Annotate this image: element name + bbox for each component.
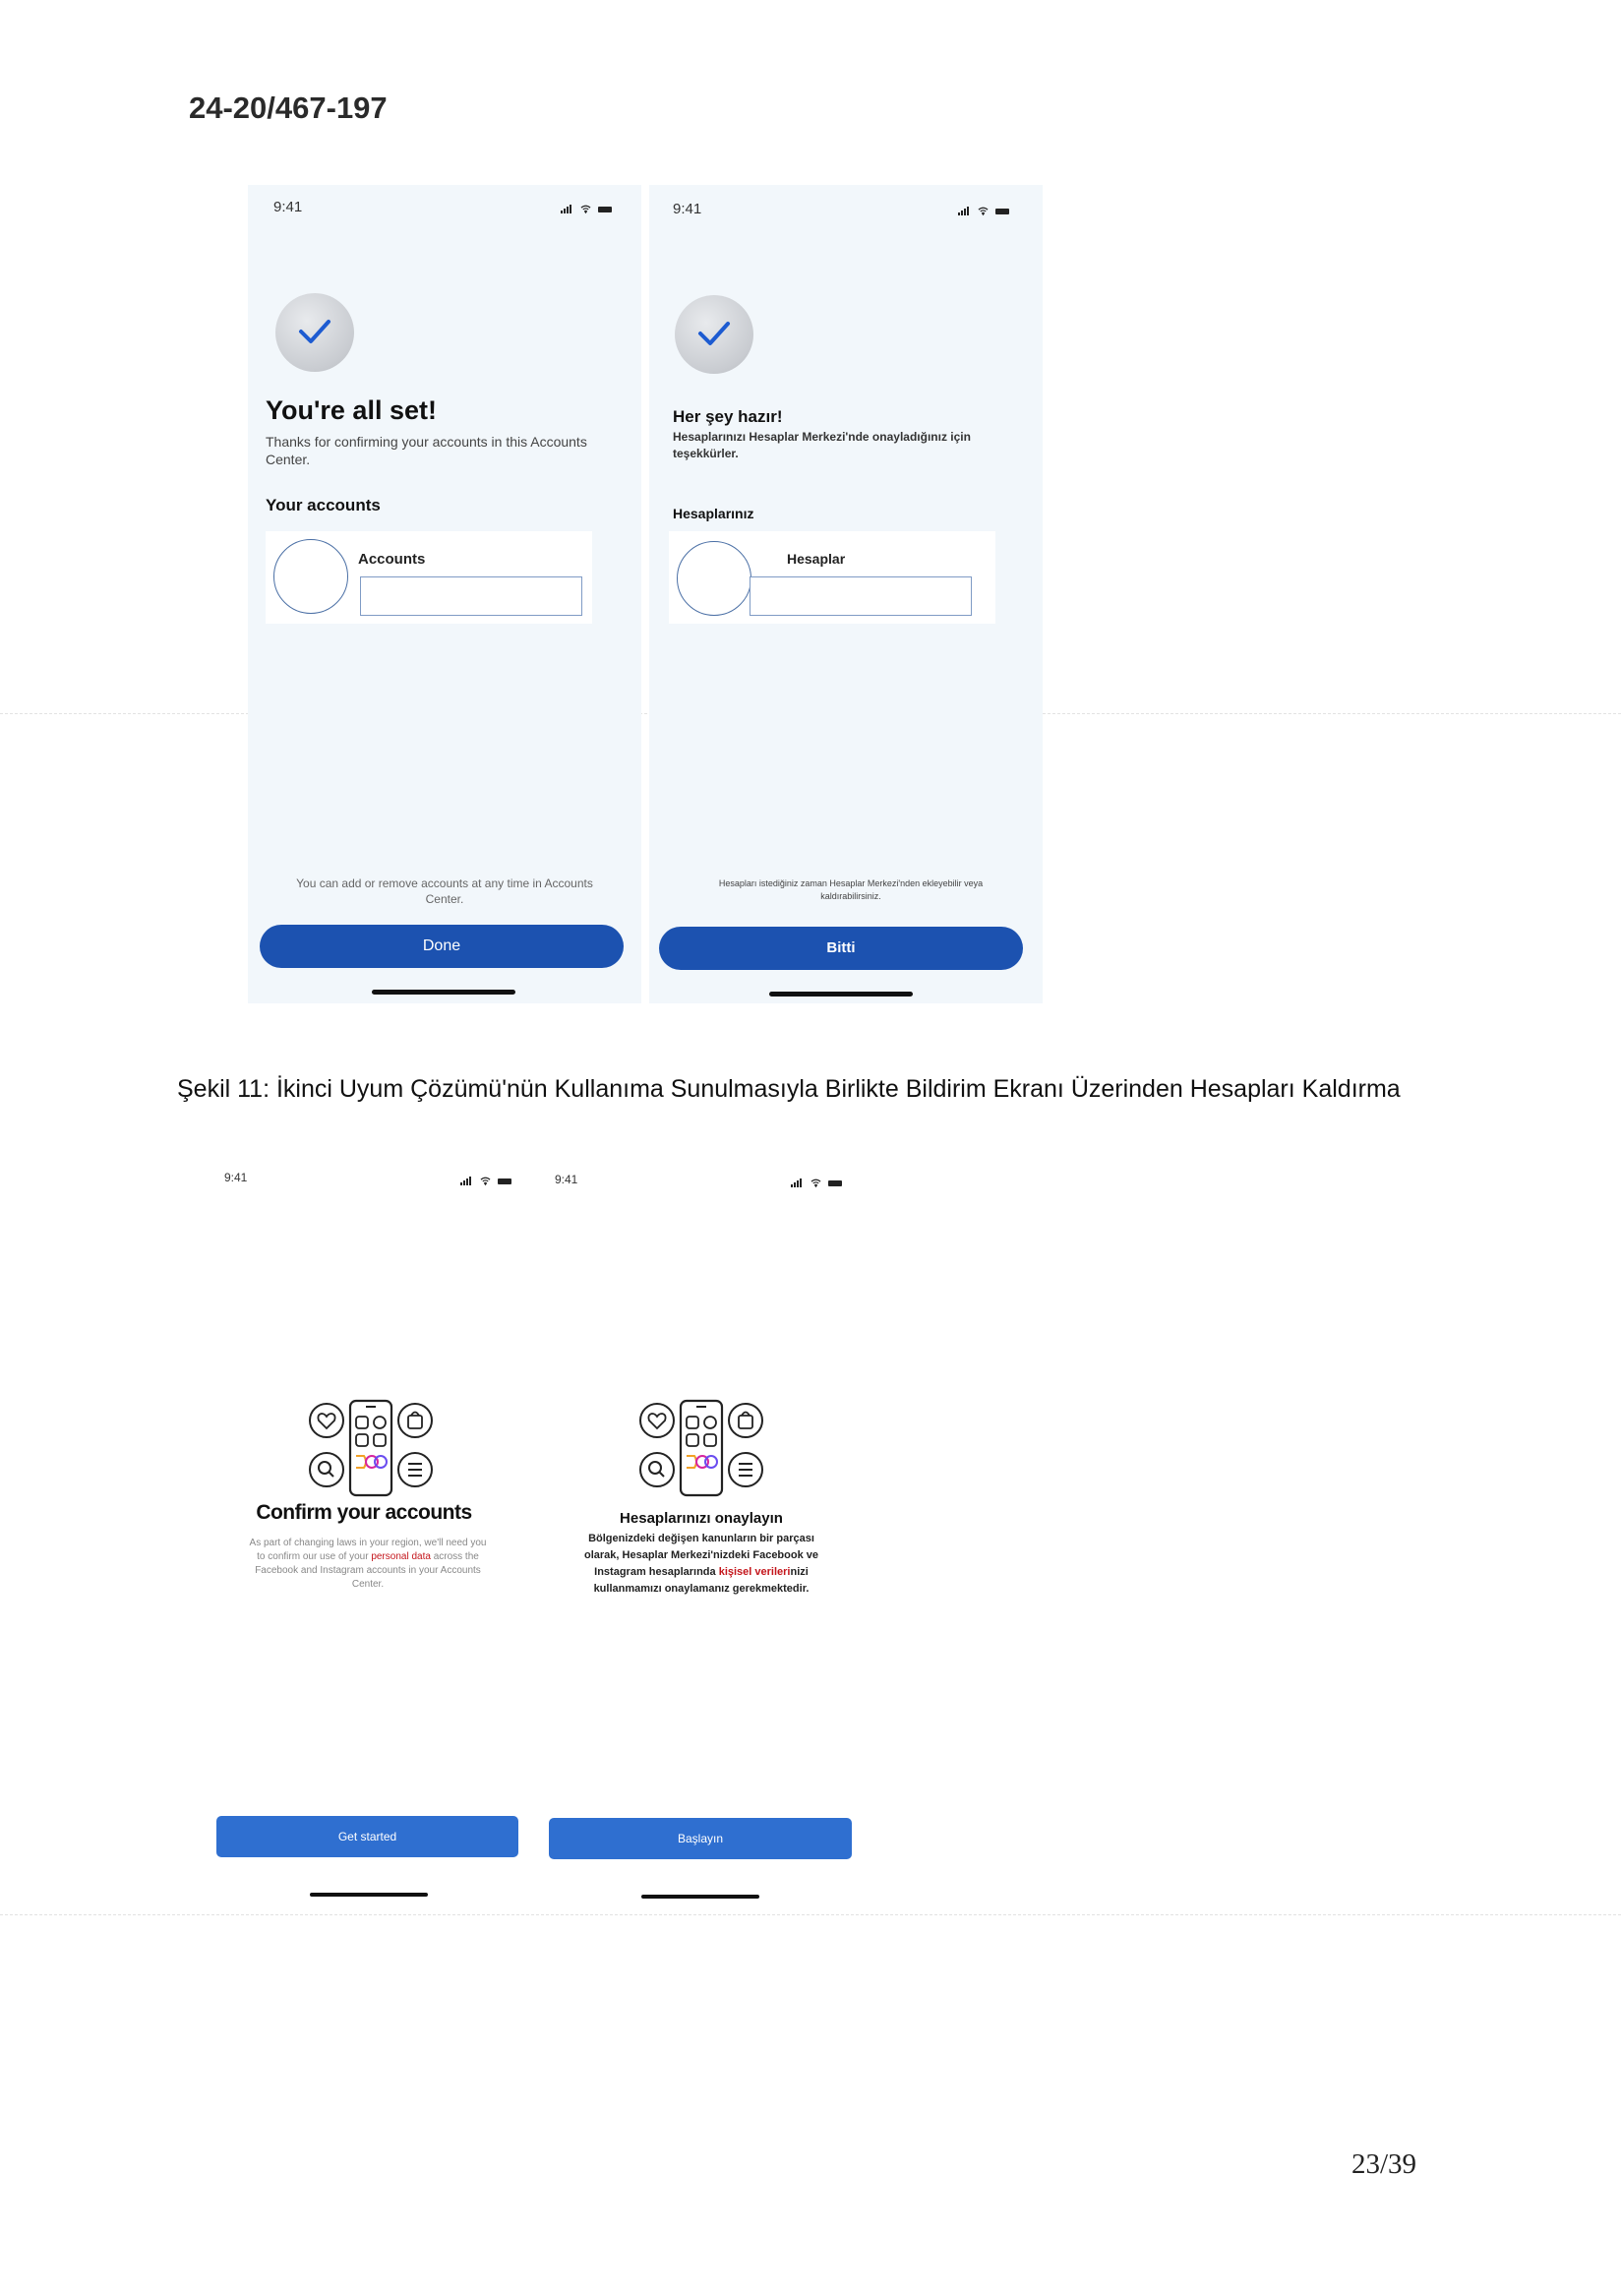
- page-description: [574, 1531, 828, 1598]
- page-title: Confirm your accounts: [256, 1501, 472, 1524]
- account-label: Accounts: [358, 551, 426, 568]
- status-time: 9:41: [273, 199, 303, 215]
- phone-screen-en-confirm: [197, 1159, 531, 1906]
- success-check-icon: [675, 295, 753, 374]
- avatar: [273, 539, 348, 614]
- description-text: nizi kullanmamızı onaylamanız gerekmektedir.: [593, 1566, 810, 1595]
- battery-icon: [498, 1178, 511, 1184]
- personal-data-link[interactable]: personal data: [371, 1551, 431, 1562]
- scan-divider: [0, 1914, 1621, 1915]
- phone-screen-en-done: [248, 185, 641, 1003]
- battery-icon: [598, 207, 612, 212]
- account-row[interactable]: [266, 531, 592, 624]
- document-ref: 24-20/467-197: [189, 91, 388, 125]
- wifi-icon: [978, 207, 989, 215]
- status-time: 9:41: [224, 1171, 248, 1184]
- footer-note: You can add or remove accounts at any time in Accounts Center.: [296, 876, 593, 906]
- home-indicator: [310, 1893, 428, 1897]
- connected-apps-icon: [637, 1399, 765, 1499]
- signal-icon: [958, 207, 970, 215]
- get-started-button[interactable]: Get started: [216, 1816, 518, 1857]
- description-text: Bölgenizdeki değişen kanunların bir parçası olarak, Hesaplar Merkezi'nizdeki Facebook ve Instagram hesaplarında: [584, 1533, 818, 1578]
- battery-icon: [995, 209, 1009, 214]
- phone-screen-tr-done: [649, 185, 1043, 1003]
- phone-screen-tr-confirm: [539, 1159, 873, 1906]
- page-title: Her şey hazır!: [673, 407, 783, 426]
- personal-data-link[interactable]: kişisel verileri: [718, 1566, 791, 1578]
- connected-apps-icon: [307, 1399, 435, 1499]
- status-icons: [958, 203, 1009, 217]
- wifi-icon: [480, 1177, 491, 1185]
- account-label: Hesaplar: [787, 551, 846, 567]
- page-description: Hesaplarınızı Hesaplar Merkezi'nde onayladığınız için teşekkürler.: [673, 430, 971, 460]
- home-indicator: [372, 990, 515, 995]
- account-name-field: [360, 576, 582, 616]
- done-button[interactable]: Done: [260, 925, 624, 968]
- figure-caption: Şekil 11: İkinci Uyum Çözümü'nün Kullanıma Sunulmasıyla Birlikte Bildirim Ekranı Üzerinden Hesapları Kaldırma: [177, 1075, 1401, 1103]
- signal-icon: [561, 205, 572, 213]
- signal-icon: [460, 1177, 472, 1185]
- status-time: 9:41: [555, 1173, 578, 1186]
- wifi-icon: [810, 1178, 821, 1187]
- account-row[interactable]: [669, 531, 995, 624]
- page-title: You're all set!: [266, 395, 437, 425]
- status-icons: [460, 1173, 511, 1187]
- home-indicator: [769, 992, 913, 997]
- account-name-field: [750, 576, 972, 616]
- footer-note: Hesapları istediğiniz zaman Hesaplar Merkezi'nden ekleyebilir veya kaldırabilirsiniz.: [718, 878, 984, 901]
- page-number: 23/39: [1351, 2148, 1417, 2180]
- description-text: across the Facebook and Instagram accounts in your Accounts Center.: [255, 1551, 481, 1590]
- page-description: [248, 1537, 488, 1592]
- section-heading: Your accounts: [266, 496, 381, 514]
- battery-icon: [828, 1180, 842, 1186]
- home-indicator: [641, 1895, 759, 1899]
- section-heading: Hesaplarınız: [673, 506, 754, 521]
- avatar: [677, 541, 751, 616]
- wifi-icon: [580, 205, 591, 213]
- status-icons: [791, 1175, 842, 1189]
- page-description: Thanks for confirming your accounts in this Accounts Center.: [266, 434, 587, 467]
- success-check-icon: [275, 293, 354, 372]
- status-time: 9:41: [673, 201, 702, 217]
- page-title: Hesaplarınızı onaylayın: [620, 1510, 783, 1527]
- status-icons: [561, 201, 612, 215]
- signal-icon: [791, 1178, 803, 1187]
- description-text: As part of changing laws in your region, we'll need you to confirm our use of your: [249, 1538, 487, 1562]
- done-button[interactable]: Bitti: [659, 927, 1023, 970]
- get-started-button[interactable]: Başlayın: [549, 1818, 852, 1859]
